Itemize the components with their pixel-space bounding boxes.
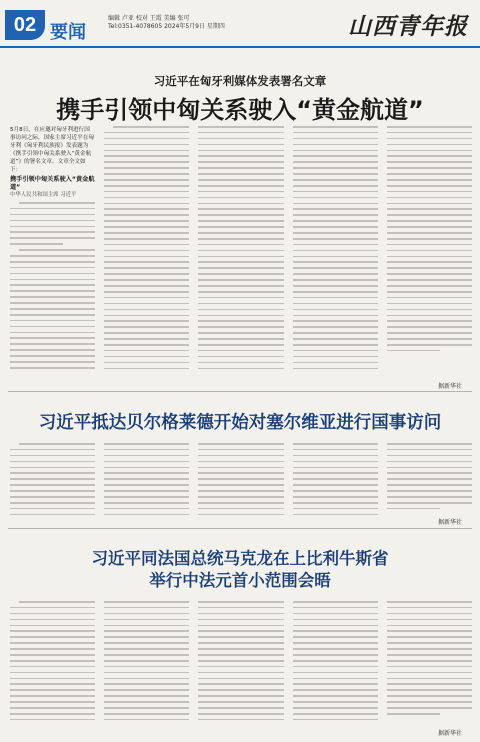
section-title: 要闻 bbox=[50, 22, 86, 43]
article3-body bbox=[10, 601, 472, 731]
article2-credit: 据新华社 bbox=[438, 519, 463, 526]
article2-column-2 bbox=[104, 443, 189, 525]
contact-date: Tel:0351-4078605 2024年5月9日 星期四 bbox=[108, 23, 225, 30]
article1-body bbox=[10, 126, 472, 390]
article1-column-5 bbox=[387, 126, 472, 390]
article3-column-5 bbox=[387, 601, 472, 731]
article2-column-1 bbox=[10, 443, 95, 525]
article1-column-1 bbox=[10, 126, 95, 390]
article1-column-2 bbox=[104, 126, 189, 390]
page-header bbox=[0, 0, 480, 48]
article3-column-1 bbox=[10, 601, 95, 731]
article2-column-3 bbox=[198, 443, 283, 525]
article3-column-4 bbox=[293, 601, 378, 731]
article1-byline: 中华人民共和国主席 习近平 bbox=[10, 192, 77, 198]
article3-headline-line1: 习近平同法国总统马克龙在上比利牛斯省 bbox=[91, 549, 389, 568]
article1-kicker: 习近平在匈牙利媒体发表署名文章 bbox=[153, 74, 327, 88]
article1-lead: 5月8日，在应邀对匈牙利进行国事访问之际，国家主席习近平在匈牙利《匈牙利民族报》发表题为《携手引领中匈关系驶入“黄金航道”》的署名文章。文章全文如下： bbox=[10, 127, 94, 173]
article1-headline: 携手引领中匈关系驶入“黄金航道” bbox=[56, 96, 424, 124]
header-meta bbox=[108, 15, 225, 31]
editor-credits: 编辑 卢亚 校对 王霞 美编 张可 bbox=[108, 15, 190, 22]
article3-headline-line2: 举行中法元首小范围会晤 bbox=[149, 571, 331, 590]
divider-1 bbox=[8, 391, 472, 392]
article1-column-4 bbox=[293, 126, 378, 390]
page-number-badge: 02 bbox=[5, 10, 45, 40]
article2-body bbox=[10, 443, 472, 525]
article1-credit: 据新华社 bbox=[438, 383, 463, 390]
article2-headline: 习近平抵达贝尔格莱德开始对塞尔维亚进行国事访问 bbox=[38, 413, 442, 433]
article2-column-4 bbox=[293, 443, 378, 525]
article3-column-2 bbox=[104, 601, 189, 731]
article3-column-3 bbox=[198, 601, 283, 731]
article3-credit: 据新华社 bbox=[438, 730, 463, 737]
article1-column-3 bbox=[198, 126, 283, 390]
article1-subhead: 携手引领中匈关系驶入“黄金航道” bbox=[10, 176, 95, 191]
article2-column-5 bbox=[387, 443, 472, 525]
newspaper-logo: 山西青年报 bbox=[348, 13, 468, 40]
divider-2 bbox=[8, 528, 472, 529]
